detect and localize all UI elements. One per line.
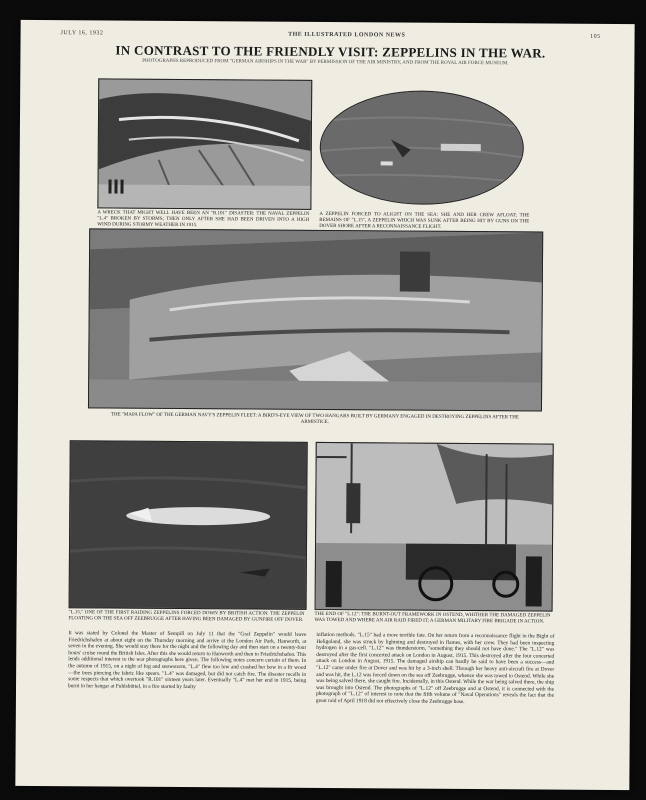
- page-header: [61, 30, 601, 40]
- page-title: IN CONTRAST TO THE FRIENDLY VISIT: ZEPPELINS IN THE WAR.: [115, 42, 546, 61]
- photo-fire-brigade-ostend: [315, 442, 554, 612]
- photo-zeppelin-wreck: [97, 78, 312, 209]
- caption-bottom-right: THE END OF "L.12": THE BURNT-OUT FRAMEWORK IN OSTEND, WHITHER THE DAMAGED ZEPPELIN WAS TOWED AND WHERE AN AIR RAID FIRED IT; A GERMAN MILITARY FIRE BRIGADE IN ACTION.: [314, 611, 551, 625]
- caption-middle: THE "MAPA FLOW" OF THE GERMAN NAVY'S ZEPPELIN FLEET: A BIRD'S-EYE VIEW OF TWO HANGARS BUILT BY GERMANY ENGAGED IN DESTROYING ZEPPELINS AFTER THE ARMISTICE.: [110, 412, 519, 426]
- caption-bottom-left: "L.15," ONE OF THE FIRST RAIDING ZEPPELINS FORCED DOWN BY BRITISH ACTION: THE ZEPPELIN FLOATING ON THE SEA OFF ZEEBRUGGE AFTER HAVING BEEN DAMAGED BY GUNFIRE OFF DOVER.: [68, 610, 305, 623]
- magazine-page: [15, 20, 634, 790]
- page-subtitle: PHOTOGRAPHS REPRODUCED FROM "GERMAN AIRSHIPS IN THE WAR" BY PERMISSION OF THE AIR MINISTRY, AND FROM THE ROYAL AIR FORCE MUSEUM.: [142, 58, 509, 67]
- caption-top-left: A WRECK THAT MIGHT WELL HAVE BEEN AN "R.101" DISASTER: THE NAVAL ZEPPELIN "L.4" BROKEN BY STORMS; THEN ONLY AFTER SHE HAD BEEN DRIVEN INTO A HIGH WIND DURING STORMY WEATHER IN 1915.: [97, 210, 310, 229]
- photo-zeppelin-floating: [69, 440, 308, 610]
- publication-name: THE ILLUSTRATED LONDON NEWS: [288, 31, 406, 39]
- caption-top-right: A ZEPPELIN FORCED TO ALIGHT ON THE SEA: SHE AND HER CREW AFLOAT; THE REMAINS OF "L.15", A ZEPPELIN WHICH WAS SUNK AFTER BEING HIT BY GUNS ON THE DOVER SHORE AFTER A RECONNAISSANCE FLIGHT.: [319, 211, 530, 230]
- page-number: 105: [590, 33, 601, 40]
- article-column-1: It was stated by Colonel the Master of Sempill on July 11 that the "Graf Zeppelin" would leave Friedrichshafen at about eight on the Thursday morning and arrive at the London Air Park, Hanworth, at seven in the evening. She would stay there for the night and the following day and then start on a twenty-four hours' cruise round the British Isles. After this she would return to Hanworth and then to Friedrichshafen. This lends additional interest to the war photographs here given. The following notes concern certain of them. In the autumn of 1915, on a night of fog and snowstorm, "L.4" flew too low and crashed her bow in a fir wood—the trees piercing the fabric like spears. "L.4" was damaged, but did not catch fire. The disaster recalls in some respects that which overtook "R.101" sixteen years later. Eventually "L.4" met her end in 1915, being burnt in her hangar at Fuhlsbüttel, in a fire started by faulty: [68, 630, 307, 690]
- photo-zeppelin-hangars-aerial: [88, 228, 543, 411]
- photo-zeppelin-at-sea: [319, 90, 524, 205]
- article-column-2: inflation methods. "L.15" had a more terrible fate. On her return from a reconnaissance flight in the Bight of Heligoland, she was struck by lightning and destroyed in flames, with her crew. They had been inspecting hydrogen in a gas-cell. "L.12" was thunderstorm, "something they should not have done." The "L.12" was destroyed after the first concerted attack on London in August, 1915. This destroyed after the four concerted attack on London in August, 1915. The damaged airship can hardly be said to have been a success—and "L.12" came under fire at Dover and was hit by a 3-inch shell. Through her heavy anti-aircraft fire at Dover and was hit, the L.12 was forced down on the sea off Zeebrugge, whence she was towed to Ostend. While she was being salved there, she caught fire. Incidentally, in this Ostend. While the war being salved there, the ship was brought into Ostend. The photographs of "L.12" off Zeebrugge and at Ostend, it is connected with the photograph of "L.12" of interest to note that the fifth volume of "Naval Operations" reveals the fact that the great raid of April 1918 did not effectively close the Zeebrugge base.: [315, 631, 555, 705]
- issue-date: JULY 16, 1932: [60, 30, 104, 37]
